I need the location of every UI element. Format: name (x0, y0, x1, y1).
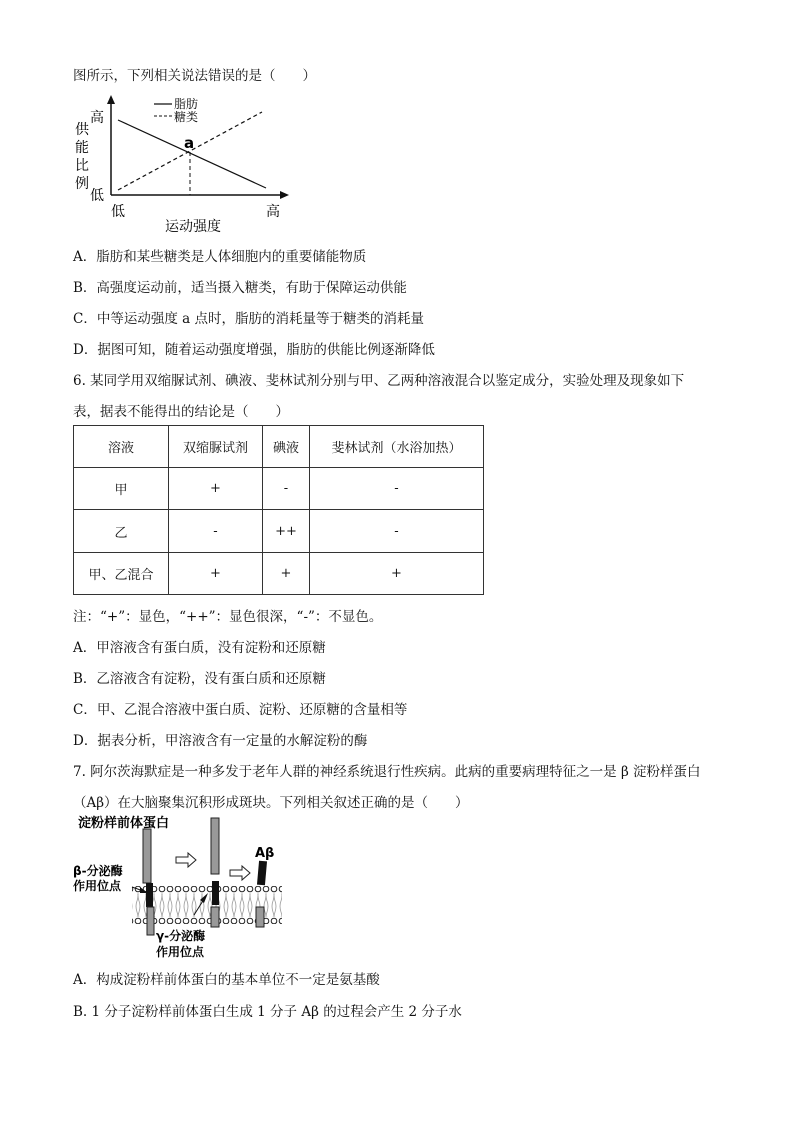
q6-table-note: 注：“+”：显色，“++”：显色很深，“-”：不显色。 (73, 609, 383, 625)
app-protein-left (143, 829, 151, 883)
gamma-site-label: γ-分泌酶 (156, 929, 206, 943)
table-cell: ++ (263, 510, 310, 553)
table-cell: + (263, 553, 310, 595)
q7-stem-line1: 7. 阿尔茨海默症是一种多发于老年人群的神经系统退行性疾病。此病的重要病理特征之一是 β 淀粉样蛋白 (73, 764, 701, 780)
q6-option-d: D．据表分析，甲溶液含有一定量的水解淀粉的酶 (73, 733, 368, 749)
table-cell: - (263, 468, 310, 510)
q6-option-c: C．甲、乙混合溶液中蛋白质、淀粉、还原糖的含量相等 (73, 702, 408, 718)
q6-option-a: A．甲溶液含有蛋白质，没有淀粉和还原糖 (73, 640, 326, 656)
q7-app-cleavage-figure (70, 813, 310, 963)
q5-option-c: C．中等运动强度 a 点时，脂肪的消耗量等于糖类的消耗量 (73, 311, 424, 327)
x-low-label: 低 (111, 204, 125, 220)
q6-reagent-table (73, 425, 484, 595)
precursor-protein-label: 淀粉样前体蛋白 (78, 816, 170, 831)
table-cell: 甲、乙混合 (74, 553, 169, 595)
q6-stem-line2: 表，据表不能得出的结论是（ ） (73, 404, 289, 420)
table-row (74, 553, 484, 595)
table-header-cell: 碘液 (263, 426, 310, 468)
y-label-2: 能 (75, 140, 89, 156)
y-high-label: 高 (90, 110, 104, 126)
table-row (74, 468, 484, 510)
table-cell: - (310, 468, 484, 510)
beta-site-label: β-分泌酶 (73, 864, 123, 878)
gamma-site-label-2: 作用位点 (156, 945, 205, 959)
q6-stem-line1: 6. 某同学用双缩脲试剂、碘液、斐林试剂分别与甲、乙两种溶液混合以鉴定成分，实验处理及现象如下 (73, 373, 685, 389)
x-axis-label: 运动强度 (165, 219, 221, 235)
table-cell: - (169, 510, 263, 553)
process-arrow-icon (176, 853, 196, 867)
q5-option-a: A．脂肪和某些糖类是人体细胞内的重要储能物质 (73, 249, 367, 265)
q5-stem-tail: 图所示，下列相关说法错误的是（ ） (73, 68, 316, 84)
table-cell: + (169, 553, 263, 595)
y-label-1: 供 (75, 122, 89, 138)
y-label-3: 比 (75, 158, 89, 174)
q5-option-d: D．据图可知，随着运动强度增强，脂肪的供能比例逐渐降低 (73, 342, 435, 358)
abeta-label: Aβ (255, 846, 275, 861)
table-cell: 甲 (74, 468, 169, 510)
legend-sugar: 糖类 (174, 110, 199, 124)
table-cell: 乙 (74, 510, 169, 553)
table-cell: + (310, 553, 484, 595)
q6-option-b: B．乙溶液含有淀粉，没有蛋白质和还原糖 (73, 671, 326, 687)
legend-fat: 脂肪 (174, 97, 199, 111)
beta-site-label-2: 作用位点 (73, 879, 122, 893)
fat-line (118, 120, 266, 188)
q7-option-a: A．构成淀粉样前体蛋白的基本单位不一定是氨基酸 (73, 972, 380, 988)
q5-option-b: B．高强度运动前，适当摄入糖类，有助于保障运动供能 (73, 280, 407, 296)
table-cell: - (310, 510, 484, 553)
table-header-row (74, 426, 484, 468)
table-cell: + (169, 468, 263, 510)
table-row (74, 510, 484, 553)
abeta-fragment (257, 861, 267, 886)
q5-energy-graph (70, 92, 300, 240)
process-arrow-icon (230, 866, 250, 880)
q7-option-b: B. 1 分子淀粉样前体蛋白生成 1 分子 Aβ 的过程会产生 2 分子水 (73, 1004, 462, 1020)
table-header-cell: 斐林试剂（水浴加热） (310, 426, 484, 468)
y-label-4: 例 (75, 176, 89, 192)
x-high-label: 高 (266, 204, 280, 220)
y-low-label: 低 (90, 188, 104, 204)
app-protein-middle (211, 818, 219, 874)
point-a-label: a (184, 134, 195, 152)
table-header-cell: 双缩脲试剂 (169, 426, 263, 468)
table-header-cell: 溶液 (74, 426, 169, 468)
q7-stem-line2: （Aβ）在大脑聚集沉积形成斑块。下列相关叙述正确的是（ ） (73, 795, 469, 811)
